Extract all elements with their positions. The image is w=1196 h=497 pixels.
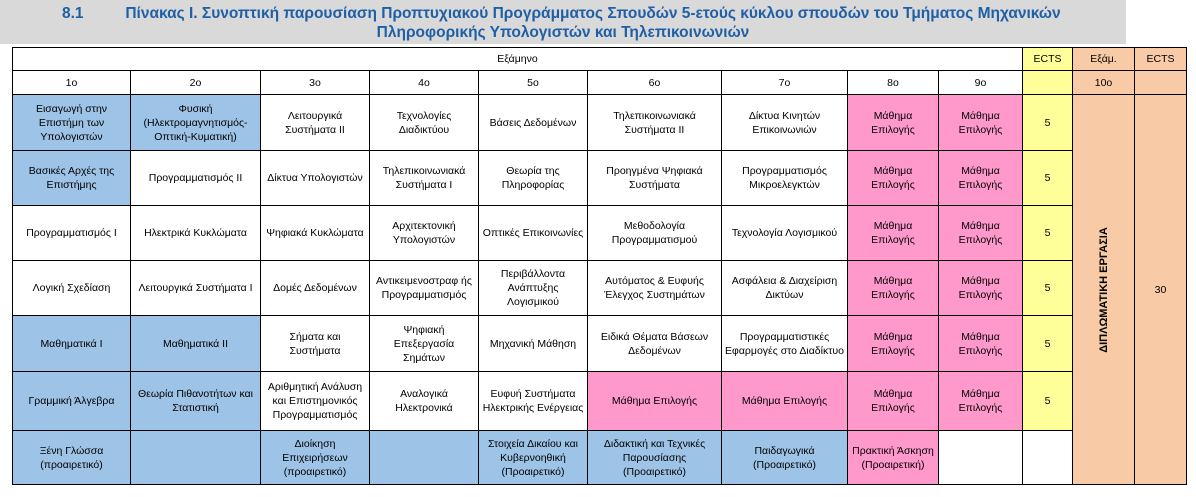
- course-cell: Τηλεπικοινωνιακά Συστήματα Ι: [370, 151, 479, 206]
- header-row-1: [13, 48, 1187, 71]
- ects-value: 5: [1023, 372, 1073, 431]
- thesis-ects: 30: [1135, 95, 1187, 485]
- title-text-1: Πίνακας Ι. Συνοπτική παρουσίαση Προπτυχιακού Προγράμματος Σπουδών 5-ετούς κύκλου σπουδών του Τμήματος Μηχανικών: [125, 5, 1061, 22]
- course-cell: Τεχνολογία Λογισμικού: [722, 206, 848, 261]
- internship-cell: Πρακτική Άσκηση (Προαιρετική): [848, 431, 939, 485]
- elective-cell: Μάθημα Επιλογής: [939, 95, 1023, 151]
- course-cell: Ψηφιακή Επεξεργασία Σημάτων: [370, 316, 479, 372]
- semester-1-header: 1ο: [13, 71, 131, 95]
- course-cell: Γραμμική Άλγεβρα: [13, 372, 131, 431]
- course-cell: Τεχνολογίες Διαδικτύου: [370, 95, 479, 151]
- title-line-2: Πληροφορικής Υπολογιστών και Τηλεπικοινωνιών: [376, 24, 750, 41]
- ects-header: ECTS: [1023, 48, 1073, 71]
- course-cell: Οπτικές Επικοινωνίες: [479, 206, 588, 261]
- course-cell: Ασφάλεια & Διαχείριση Δικτύων: [722, 261, 848, 316]
- course-cell: Δίκτυα Κινητών Επικοινωνιών: [722, 95, 848, 151]
- course-cell: Προηγμένα Ψηφιακά Συστήματα: [588, 151, 722, 206]
- course-cell: Αριθμητική Ανάλυση και Επιστημονικός Προγραμματισμός: [261, 372, 370, 431]
- course-cell: Θεωρία Πιθανοτήτων και Στατιστική: [131, 372, 261, 431]
- section-number: 8.1: [62, 5, 84, 22]
- semester-3-header: 3ο: [261, 71, 370, 95]
- course-cell: Προγραμματιστικές Εφαρμογές στο Διαδίκτυο: [722, 316, 848, 372]
- elective-cell: Μάθημα Επιλογής: [848, 261, 939, 316]
- elective-cell: Μάθημα Επιλογής: [722, 372, 848, 431]
- curriculum-table: [12, 47, 1187, 485]
- ects10-header-blank: [1135, 71, 1187, 95]
- elective-cell: Μάθημα Επιλογής: [939, 206, 1023, 261]
- elective-cell: Μάθημα Επιλογής: [939, 316, 1023, 372]
- semester-header: Εξάμηνο: [13, 48, 1023, 71]
- ects-value: 5: [1023, 261, 1073, 316]
- course-cell: Ευφυή Συστήματα Ηλεκτρικής Ενέργειας: [479, 372, 588, 431]
- title-line-1: [0, 4, 1126, 24]
- optional-cell: Ξένη Γλώσσα (προαιρετικό): [13, 431, 131, 485]
- course-row: [13, 206, 1187, 261]
- course-row: [13, 95, 1187, 151]
- ects10-header: ECTS: [1135, 48, 1187, 71]
- course-row: [13, 151, 1187, 206]
- course-cell: Προγραμματισμός ΙΙ: [131, 151, 261, 206]
- elective-cell: Μάθημα Επιλογής: [848, 206, 939, 261]
- elective-cell: Μάθημα Επιλογής: [939, 372, 1023, 431]
- sem10-header: Εξάμ.: [1073, 48, 1135, 71]
- ects-value: 5: [1023, 95, 1073, 151]
- course-cell: Ειδικά Θέματα Βάσεων Δεδομένων: [588, 316, 722, 372]
- course-cell: Θεωρία της Πληροφορίας: [479, 151, 588, 206]
- course-cell: Βασικές Αρχές της Επιστήμης: [13, 151, 131, 206]
- course-cell: Λειτουργικά Συστήματα Ι: [131, 261, 261, 316]
- course-cell: Αυτόματος & Ευφυής Έλεγχος Συστημάτων: [588, 261, 722, 316]
- elective-cell: Μάθημα Επιλογής: [848, 372, 939, 431]
- optional-cell-empty: [370, 431, 479, 485]
- ects-value: 5: [1023, 316, 1073, 372]
- course-cell: Τηλεπικοινωνιακά Συστήματα ΙΙ: [588, 95, 722, 151]
- ects-value: 5: [1023, 151, 1073, 206]
- semester-10-header: 10ο: [1073, 71, 1135, 95]
- course-cell: Μηχανική Μάθηση: [479, 316, 588, 372]
- course-cell: Ηλεκτρικά Κυκλώματα: [131, 206, 261, 261]
- elective-cell: Μάθημα Επιλογής: [848, 316, 939, 372]
- semester-5-header: 5ο: [479, 71, 588, 95]
- optional-cell-empty: [939, 431, 1023, 485]
- thesis-cell: [1073, 95, 1135, 485]
- optional-cell: Στοιχεία Δικαίου και Κυβερνοηθική (Προαιρετικό): [479, 431, 588, 485]
- semester-6-header: 6ο: [588, 71, 722, 95]
- optional-row: [13, 431, 1187, 485]
- ects-value: 5: [1023, 206, 1073, 261]
- course-cell: Αρχιτεκτονική Υπολογιστών: [370, 206, 479, 261]
- elective-cell: Μάθημα Επιλογής: [939, 151, 1023, 206]
- course-cell: Ψηφιακά Κυκλώματα: [261, 206, 370, 261]
- course-cell: Σήματα και Συστήματα: [261, 316, 370, 372]
- semester-9-header: 9ο: [939, 71, 1023, 95]
- semester-8-header: 8ο: [848, 71, 939, 95]
- optional-cell-empty: [131, 431, 261, 485]
- course-cell: Περιβάλλοντα Ανάπτυξης Λογισμικού: [479, 261, 588, 316]
- course-cell: Λειτουργικά Συστήματα ΙΙ: [261, 95, 370, 151]
- course-row: [13, 261, 1187, 316]
- elective-cell: Μάθημα Επιλογής: [939, 261, 1023, 316]
- course-cell: Αναλογικά Ηλεκτρονικά: [370, 372, 479, 431]
- semester-2-header: 2ο: [131, 71, 261, 95]
- course-cell: Μεθοδολογία Προγραμματισμού: [588, 206, 722, 261]
- course-cell: Προγραμματισμός Μικροελεγκτών: [722, 151, 848, 206]
- optional-cell: Διοίκηση Επιχειρήσεων (προαιρετικό): [261, 431, 370, 485]
- elective-cell: Μάθημα Επιλογής: [848, 151, 939, 206]
- ects-empty: [1023, 431, 1073, 485]
- course-cell: Αντικειμενοστραφ ής Προγραμματισμός: [370, 261, 479, 316]
- semester-4-header: 4ο: [370, 71, 479, 95]
- course-cell: Μαθηματικά Ι: [13, 316, 131, 372]
- course-cell: Φυσική (Ηλεκτρομαγνητισμός-Οπτική-Κυματική): [131, 95, 261, 151]
- course-cell: Εισαγωγή στην Επιστήμη των Υπολογιστών: [13, 95, 131, 151]
- course-row: [13, 316, 1187, 372]
- course-cell: Βάσεις Δεδομένων: [479, 95, 588, 151]
- course-cell: Δομές Δεδομένων: [261, 261, 370, 316]
- course-cell: Μαθηματικά ΙΙ: [131, 316, 261, 372]
- course-cell: Προγραμματισμός Ι: [13, 206, 131, 261]
- ects-header-blank: [1023, 71, 1073, 95]
- semester-7-header: 7ο: [722, 71, 848, 95]
- elective-cell: Μάθημα Επιλογής: [848, 95, 939, 151]
- thesis-label: ΔΙΠΛΩΜΑΤΙΚΗ ΕΡΓΑΣΙΑ: [1097, 226, 1110, 353]
- course-cell: Λογική Σχεδίαση: [13, 261, 131, 316]
- header-row-2: [13, 71, 1187, 95]
- elective-cell: Μάθημα Επιλογής: [588, 372, 722, 431]
- section-title: [0, 0, 1126, 44]
- optional-cell: Παιδαγωγικά (Προαιρετικό): [722, 431, 848, 485]
- optional-cell: Διδακτική και Τεχνικές Παρουσίασης (Προαιρετικό): [588, 431, 722, 485]
- course-cell: Δίκτυα Υπολογιστών: [261, 151, 370, 206]
- course-row: [13, 372, 1187, 431]
